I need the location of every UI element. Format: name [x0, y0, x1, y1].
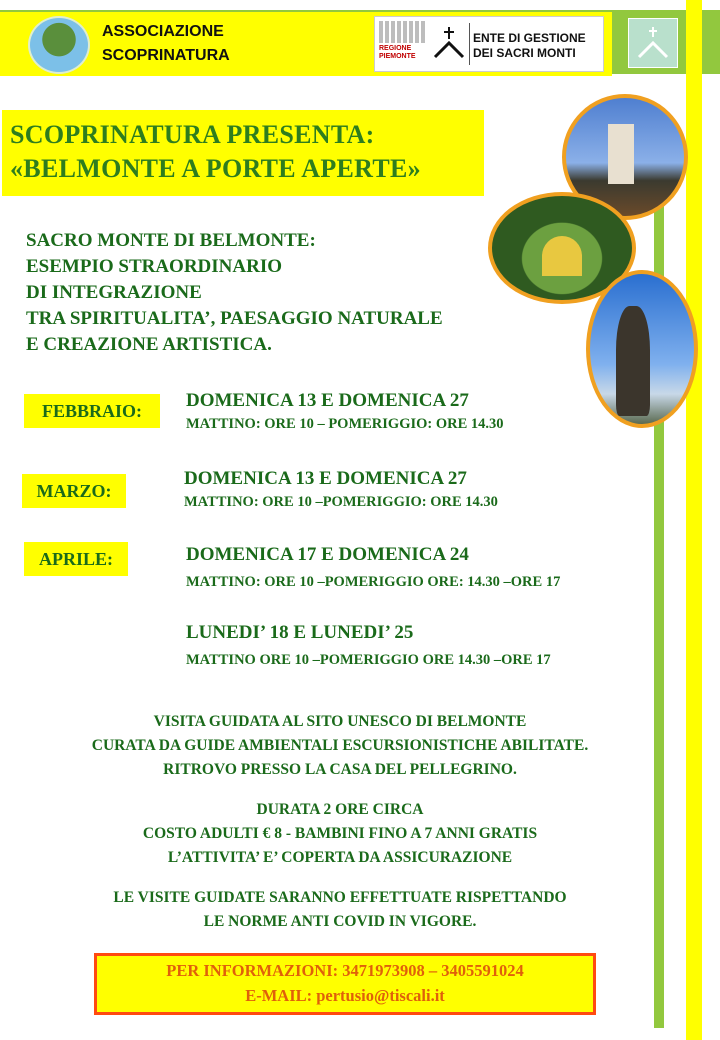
cost-line: L’ATTIVITA’ E’ COPERTA DA ASSICURAZIONE: [167, 849, 513, 866]
month-label-feb: FEBBRAIO:: [24, 394, 160, 428]
sacri-monti-corner-icon: [628, 18, 678, 68]
title-line2: «BELMONTE A PORTE APERTE»: [10, 154, 421, 183]
covid-line: LE NORME ANTI COVID IN VIGORE.: [203, 913, 477, 930]
association-name: [102, 20, 230, 68]
month-label-mar: MARZO:: [22, 474, 126, 508]
cost-line: DURATA 2 ORE CIRCA: [256, 801, 424, 818]
association-name-line2: SCOPRINATURA: [102, 47, 230, 64]
apr-monday-times: MATTINO ORE 10 –POMERIGGIO ORE 14.30 –ORE 17: [186, 652, 551, 668]
page-title: [10, 118, 421, 186]
visit-description: [0, 710, 680, 782]
feb-times: MATTINO: ORE 10 – POMERIGGIO: ORE 14.30: [186, 416, 504, 432]
contact-email[interactable]: E-MAIL: pertusio@tiscali.it: [245, 986, 445, 1005]
covid-notice: [0, 886, 680, 934]
yellow-stripe: [686, 0, 702, 1040]
intro-line: E CREAZIONE ARTISTICA.: [26, 334, 272, 355]
contact-phones: PER INFORMAZIONI: 3471973908 – 3405591024: [166, 961, 524, 980]
cross-roof-icon: [429, 23, 470, 65]
intro-line: TRA SPIRITUALITA’, PAESAGGIO NATURALE: [26, 308, 443, 329]
month-label-apr: APRILE:: [24, 542, 128, 576]
visit-line: CURATA DA GUIDE AMBIENTALI ESCURSIONISTICHE ABILITATE.: [91, 737, 589, 754]
apr-sundays: DOMENICA 17 E DOMENICA 24: [186, 544, 469, 565]
title-line1: SCOPRINATURA PRESENTA:: [10, 120, 375, 149]
intro-line: DI INTEGRAZIONE: [26, 282, 202, 303]
ente-name: [473, 31, 586, 61]
ente-sacri-monti-logo: [374, 16, 604, 72]
intro-line: ESEMPIO STRAORDINARIO: [26, 256, 283, 277]
contact-info: [94, 958, 596, 1008]
cost-details: [0, 798, 680, 870]
association-name-line1: ASSOCIAZIONE: [102, 23, 224, 40]
visit-line: VISITA GUIDATA AL SITO UNESCO DI BELMONTE: [153, 713, 527, 730]
intro-text: [26, 228, 443, 358]
statue-photo: [586, 270, 698, 428]
mar-times: MATTINO: ORE 10 –POMERIGGIO: ORE 14.30: [184, 494, 498, 510]
mar-dates: DOMENICA 13 E DOMENICA 27: [184, 468, 467, 489]
ente-name-line2: DEI SACRI MONTI: [473, 46, 576, 60]
apr-mondays: LUNEDI’ 18 E LUNEDI’ 25: [186, 622, 414, 643]
association-logo: [28, 16, 90, 74]
regione-grid-icon: [379, 21, 425, 43]
intro-line: SACRO MONTE DI BELMONTE:: [26, 230, 316, 251]
covid-line: LE VISITE GUIDATE SARANNO EFFETTUATE RISPETTANDO: [113, 889, 567, 906]
visit-line: RITROVO PRESSO LA CASA DEL PELLEGRINO.: [163, 761, 517, 778]
feb-dates: DOMENICA 13 E DOMENICA 27: [186, 390, 469, 411]
apr-sunday-times: MATTINO: ORE 10 –POMERIGGIO ORE: 14.30 –ORE 17: [186, 574, 561, 590]
cost-line: COSTO ADULTI € 8 - BAMBINI FINO A 7 ANNI GRATIS: [142, 825, 538, 842]
ente-region-label: REGIONE PIEMONTE: [379, 45, 416, 60]
ente-name-line1: ENTE DI GESTIONE: [473, 31, 586, 45]
